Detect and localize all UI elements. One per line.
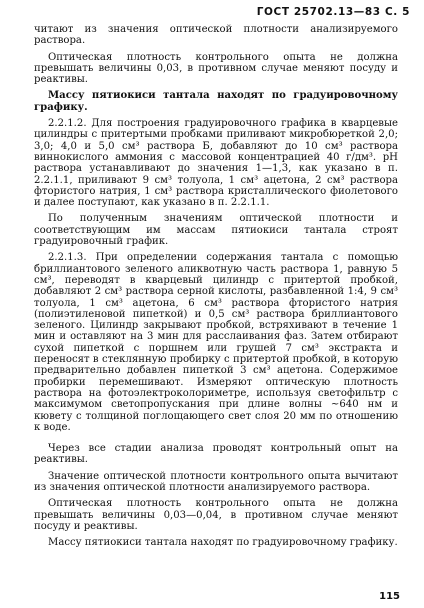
standard-header: ГОСТ 25702.13—83 С. 5 [256,6,410,18]
paragraph-blank-limit-2: Оптическая плотность контрольного опыта не должна превышать величины 0,03—0,04, в противном случае меняют посуду и реактивы. [34,498,398,532]
paragraph-continuation: читают из значения оптической плотности анализируемого раствора. [34,24,398,47]
paragraph-blank-experiment: Через все стадии анализа проводят контрольный опыт на реактивы. [34,443,398,466]
paragraph-2-2-1-2: 2.2.1.2. Для построения градуировочного графика в кварцевые цилиндры с притертыми пробками приливают микробюреткой 2,0; 3,0; 4,0 и 5,0 см³ раствора Б, добавляют до 10 см³ раствора виннокислого аммония с массовой концентрацией 40 г/дм³. рН раствора устанавливают до значения 1—1,3, как указано в п. 2.2.1.1, приливают 9 см³ толуола, 1 см³ ацетона, 2 см³ раствора фтористого натрия, 1 см³ раствора кристаллического фиолетового и далее поступают, как указано в п. 2.2.1.1. [34,118,398,209]
paragraph-build-graph: По полученным значениям оптической плотности и соответствующим им массам пятиокиси тантала строят градуировочный график. [34,213,398,248]
paragraph-find-mass-2: Массу пятиокиси тантала находят по градуировочному графику. [48,537,398,549]
document-body [34,24,398,548]
paragraph-blank-limit: Оптическая плотность контрольного опыта не должна превышать величины 0,03, в противном случае меняют посуду и реактивы. [34,51,398,86]
paragraph-subtract-blank: Значение оптической плотности контрольного опыта вычитают из значения оптической плотности анализируемого раствора. [34,470,398,493]
paragraph-find-mass: Массу пятиокиси тантала находят по градуировочному графику. [34,90,398,113]
page-number: 115 [379,591,400,602]
paragraph-2-2-1-3: 2.2.1.3. При определении содержания тантала с помощью бриллиантового зеленого аликвотную часть раствора 1, равную 5 см³, переводят в кварцевый цилиндр с притертой пробкой, добавляют 2 см³ раствора серной кислоты, разбавленной 1:4, 9 см³ толуола, 1 см³ ацетона, 6 см³ раствора фтористого натрия (полиэтиленовой пипеткой) и 0,5 см³ раствора бриллиантового зеленого. Цилиндр закрывают пробкой, встряхивают в течение 1 мин и оставляют на 3 мин для расслаивания фаз. Затем отбирают сухой пипеткой с поршнем или грушей 7 см³ экстракта и переносят в стеклянную пробирку с притертой пробкой, в которую предварительно добавлен пипеткой 3 см³ ацетона. Содержимое пробирки перемешивают. Измеряют оптическую плотность раствора на фотоэлектроколориметре, используя светофильтр с максимумом светопропускания при длине волны ~640 нм и кювету с толщиной поглощающего свет слоя 20 мм по отношению к воде. [34,252,398,433]
